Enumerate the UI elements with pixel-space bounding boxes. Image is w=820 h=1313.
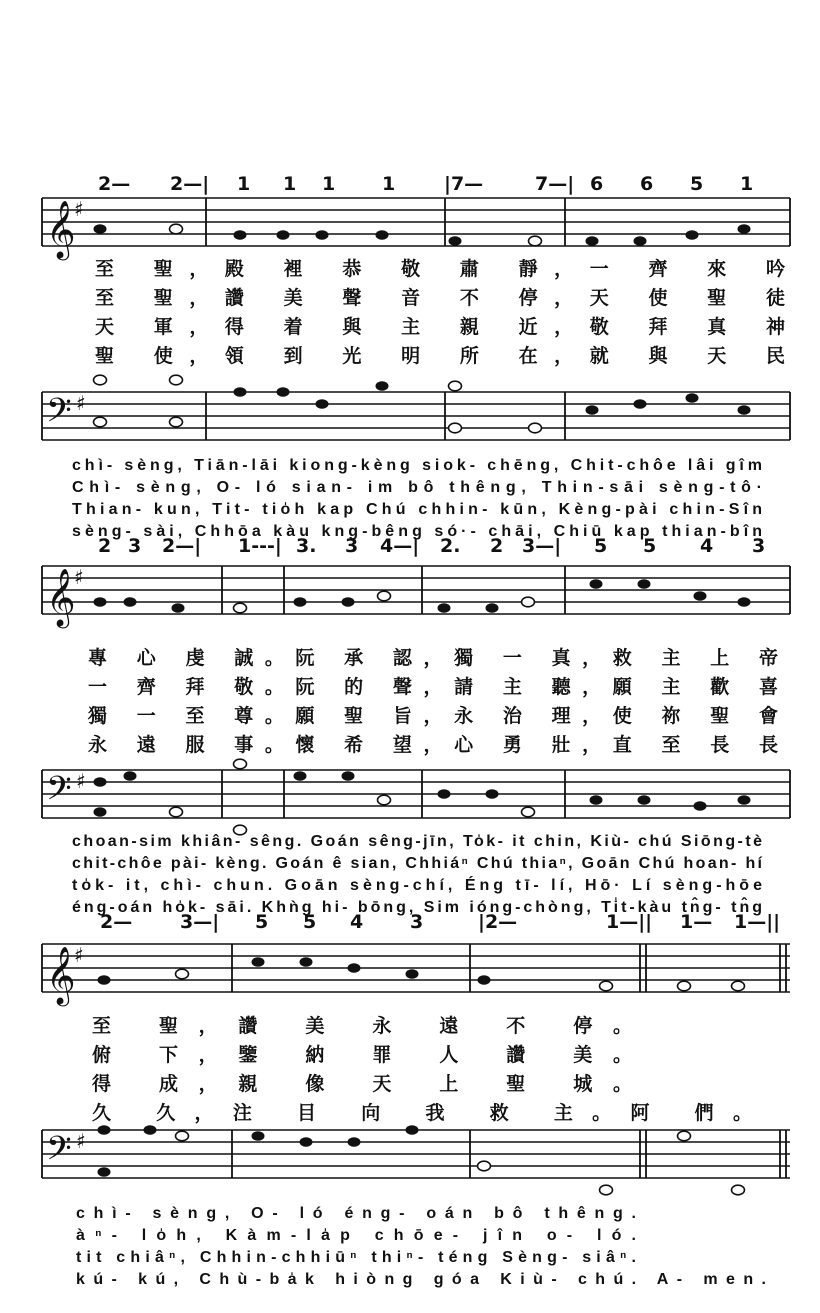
num-3-2: 5 [255,911,269,933]
num-3-9: 1—|| [734,911,781,933]
num-1-0: 2— [98,173,131,195]
num-2-5: 3 [345,535,359,557]
chinese-verse-1-3: 天 軍，得 着 與 主 親 近，敬 拜 真 神 [95,316,785,338]
chinese-verse-3-1: 至 聖，讚 美 永 遠 不 停。 [92,1015,632,1037]
romanized-verse-2-4: éng-oán ho̍k- sāi. Khǹg hi- bōng, Sim ióng-chòng, Ti̍t-kàu tn̂g- tn̂g [72,899,762,916]
num-1-5: 1 [382,173,396,195]
num-3-3: 5 [303,911,317,933]
chinese-verse-2-1: 專 心 虔 誠。阮 承 認，獨 一 真，救 主 上 帝 [88,647,779,669]
chinese-verse-3-3: 得 成，親 像 天 上 聖 城。 [92,1073,632,1095]
num-2-7: 2. [440,535,461,557]
chinese-verse-3-4: 久 久，注 目 向 我 救 主。阿 們。 [92,1102,753,1124]
sharp-icon: ♯ [76,391,86,415]
system-1 [42,173,790,540]
num-2-8: 2 [490,535,504,557]
num-3-0: 2— [100,911,133,933]
system-2 [42,535,790,916]
num-3-1: 3—| [180,911,220,933]
num-1-6: |7— [444,173,484,195]
romanized-verse-3-2: àⁿ- lo̍h, Kàm-la̍p chōe- jîn o- ló. [76,1227,636,1244]
num-2-4: 3. [296,535,317,557]
num-2-6: 4—| [380,535,420,557]
sharp-icon: ♯ [74,565,84,589]
chinese-verse-2-2: 一 齊 拜 敬。阮 的 聲，請 主 聽，願 主 歡 喜 [88,676,779,698]
bass-clef-icon: 𝄢 [46,1130,72,1176]
num-2-12: 4 [700,535,714,557]
num-3-4: 4 [350,911,364,933]
chinese-verse-3-2: 俯 下，鑒 納 罪 人 讚 美。 [92,1044,632,1066]
sharp-icon: ♯ [76,769,86,793]
sharp-icon: ♯ [76,1129,86,1153]
romanized-verse-1-2: Chì- sèng, O- ló sian- im bô thêng, Thin-sāi sèng-tô· [72,479,762,496]
chinese-lyrics-2 [87,646,778,756]
num-1-7: 7—| [535,173,575,195]
num-3-7: 1—|| [606,911,653,933]
romanized-verse-2-2: chit-chôe pài- kèng. Goán ê sian, Chhiáⁿ Chú thiaⁿ, Goān Chú hoan- hí [72,855,762,872]
num-1-9: 6 [640,173,654,195]
treble-clef-icon: 𝄞 [46,568,76,626]
bass-staff-2 [42,759,790,835]
num-3-8: 1— [680,911,713,933]
num-1-4: 1 [322,173,336,195]
num-2-13: 3 [752,535,766,557]
num-2-9: 3—| [522,535,562,557]
bass-clef-icon: 𝄢 [46,770,72,816]
treble-staff-3 [42,943,790,1007]
chinese-verse-1-2: 至 聖，讚 美 聲 音 不 停，天 使 聖 徒 [95,287,785,309]
num-1-8: 6 [590,173,604,195]
num-2-1: 3 [128,535,142,557]
treble-clef-icon: 𝄞 [46,200,76,258]
bass-staff-1 [42,375,790,440]
chinese-lyrics-1 [95,257,785,367]
num-2-0: 2 [98,535,112,557]
romanized-lyrics-1 [72,457,762,540]
num-1-3: 1 [283,173,297,195]
num-3-5: 3 [410,911,424,933]
sharp-icon: ♯ [74,197,84,221]
romanized-verse-1-1: chì- sèng, Tiān-lāi kiong-kèng siok- chēng, Chit-chôe lâi gîm [72,457,763,474]
num-3-6: |2— [478,911,518,933]
romanized-verse-1-4: sèng- sài, Chhōa kàu kng-bêng só·- chāi, Chiū kap thian-bîn [72,523,762,540]
bass-staff-3 [42,1125,790,1195]
sharp-icon: ♯ [74,943,84,967]
romanized-verse-2-3: to̍k- it, chì- chun. Goān sèng-chí, Éng tī- lí, Hō· Lí sèng-hōe [72,877,762,894]
romanized-lyrics-2 [72,833,763,916]
bass-clef-icon: 𝄢 [46,392,72,438]
num-1-11: 1 [740,173,754,195]
chinese-verse-2-3: 獨 一 至 尊。願 聖 旨，永 治 理，使 祢 聖 會 [88,705,779,727]
numbered-notation-1 [98,173,753,195]
romanized-lyrics-3 [76,1205,766,1288]
romanized-verse-3-4: kú- kú, Chù-ba̍k hiòng góa Kiù- chú. A- men. [76,1271,766,1288]
num-1-10: 5 [690,173,704,195]
romanized-verse-3-3: tit chiâⁿ, Chhin-chhiūⁿ thiⁿ- téng Sèng- siâⁿ. [76,1249,636,1266]
romanized-verse-2-1: choan-sim khiân- sêng. Goán sêng-jīn, To̍k- it chin, Kiù- chú Siōng-tè [72,833,763,850]
chinese-verse-2-4: 永 遠 服 事。懷 希 望，心 勇 壯，直 至 長 長 [88,734,779,756]
num-2-3: 1---| [238,535,282,557]
treble-staff-2 [42,565,790,629]
treble-staff-1 [42,197,790,261]
chinese-verse-1-4: 聖 使，領 到 光 明 所 在，就 與 天 民 [95,345,785,367]
romanized-verse-3-1: chì- sèng, O- ló éng- oán bô thêng. [76,1205,637,1222]
system-3 [42,911,790,1288]
num-2-10: 5 [594,535,608,557]
num-1-2: 1 [237,173,251,195]
num-2-11: 5 [643,535,657,557]
treble-clef-icon: 𝄞 [46,946,76,1004]
chinese-verse-1-1: 至 聖，殿 裡 恭 敬 肅 靜，一 齊 來 吟 [95,258,785,280]
romanized-verse-1-3: Thian- kun, Tit- tio̍h kap Chú chhin- kūn, Kèng-pài chin-Sîn [72,501,763,518]
num-2-2: 2—| [162,535,202,557]
num-1-1: 2—| [170,173,210,195]
chinese-lyrics-3 [92,1014,752,1124]
